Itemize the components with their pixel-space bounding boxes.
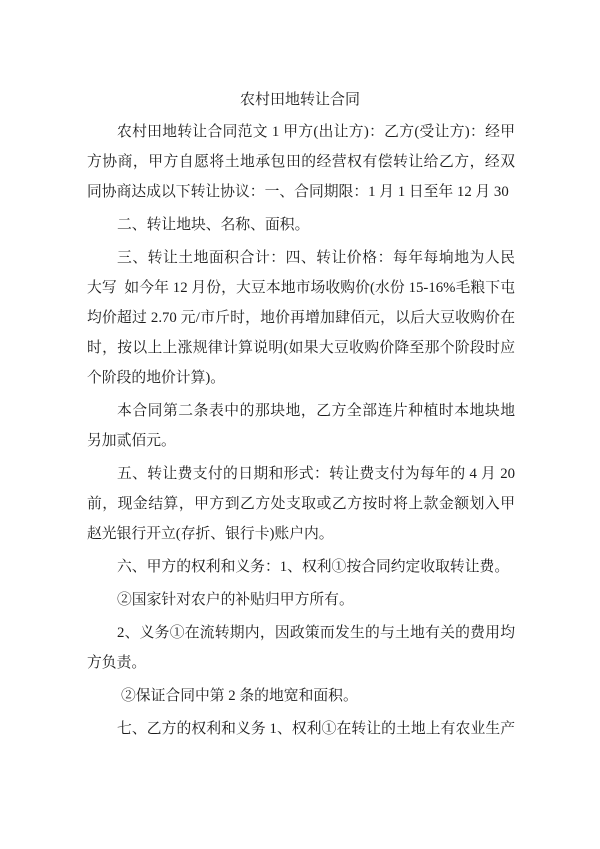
text-line: 时，按以上上涨规律计算说明(如果大豆收购价降至那个阶段时应 bbox=[87, 340, 515, 356]
text-line: ②保证合同中第 2 条的地宽和面积。 bbox=[121, 688, 358, 704]
text-line: 农村田地转让合同范文 1 甲方(出让方)：乙方(受让方)：经甲 bbox=[117, 124, 515, 140]
paragraph-subsidy bbox=[87, 585, 515, 615]
text-line: 本合同第二条表中的那块地，乙方全部连片种植时本地块地 bbox=[117, 403, 515, 419]
paragraph-obligations bbox=[87, 618, 515, 678]
document-title: 农村田地转让合同 bbox=[239, 92, 360, 108]
paragraph-extra-fee bbox=[87, 396, 515, 456]
text-line: 个阶段的地价计算)。 bbox=[87, 370, 226, 386]
text-line: 七、乙方的权利和义务 1、权利①在转让的土地上有农业生产 bbox=[117, 721, 515, 737]
text-line: 方协商，甲方自愿将土地承包田的经营权有偿转让给乙方，经双 bbox=[87, 154, 515, 170]
text-line: 三、转让土地面积合计：四、转让价格：每年每垧地为人民 bbox=[117, 250, 515, 266]
text-line: 二、转让地块、名称、面积。 bbox=[117, 217, 310, 233]
text-line: 六、甲方的权利和义务：1、权利①按合同约定收取转让费。 bbox=[117, 559, 510, 575]
text-line: 均价超过 2.70 元/市斤时，地价再增加肆佰元，以后大豆收购价在 bbox=[87, 310, 515, 326]
paragraph-contract-intro bbox=[87, 117, 515, 207]
paragraph-guarantee bbox=[87, 681, 515, 711]
paragraph-section-6 bbox=[87, 552, 515, 582]
text-line: 前，现金结算，甲方到乙方处支取或乙方按时将上款金额划入甲 bbox=[87, 496, 515, 512]
text-line: 赵光银行开立(存折、银行卡)账户内。 bbox=[87, 526, 334, 542]
text-line: 同协商达成以下转让协议：一、合同期限：1 月 1 日至年 12 月 30 bbox=[87, 184, 509, 200]
text-line: 另加贰佰元。 bbox=[87, 433, 176, 449]
paragraph-section-3-4 bbox=[87, 243, 515, 393]
document-body bbox=[87, 117, 515, 744]
paragraph-section-5 bbox=[87, 459, 515, 549]
text-line: ②国家针对农户的补贴归甲方所有。 bbox=[117, 592, 354, 608]
text-line: 方负责。 bbox=[87, 655, 147, 671]
text-line: 五、转让费支付的日期和形式：转让费支付为每年的 4 月 20 bbox=[117, 466, 515, 482]
paragraph-section-7 bbox=[87, 714, 515, 744]
text-line: 2、义务①在流转期内，因政策而发生的与土地有关的费用均 bbox=[117, 625, 515, 641]
paragraph-section-2 bbox=[87, 210, 515, 240]
text-line: 大写 如今年 12 月份，大豆本地市场收购价(水份 15-16%毛粮下屯 bbox=[87, 280, 515, 296]
